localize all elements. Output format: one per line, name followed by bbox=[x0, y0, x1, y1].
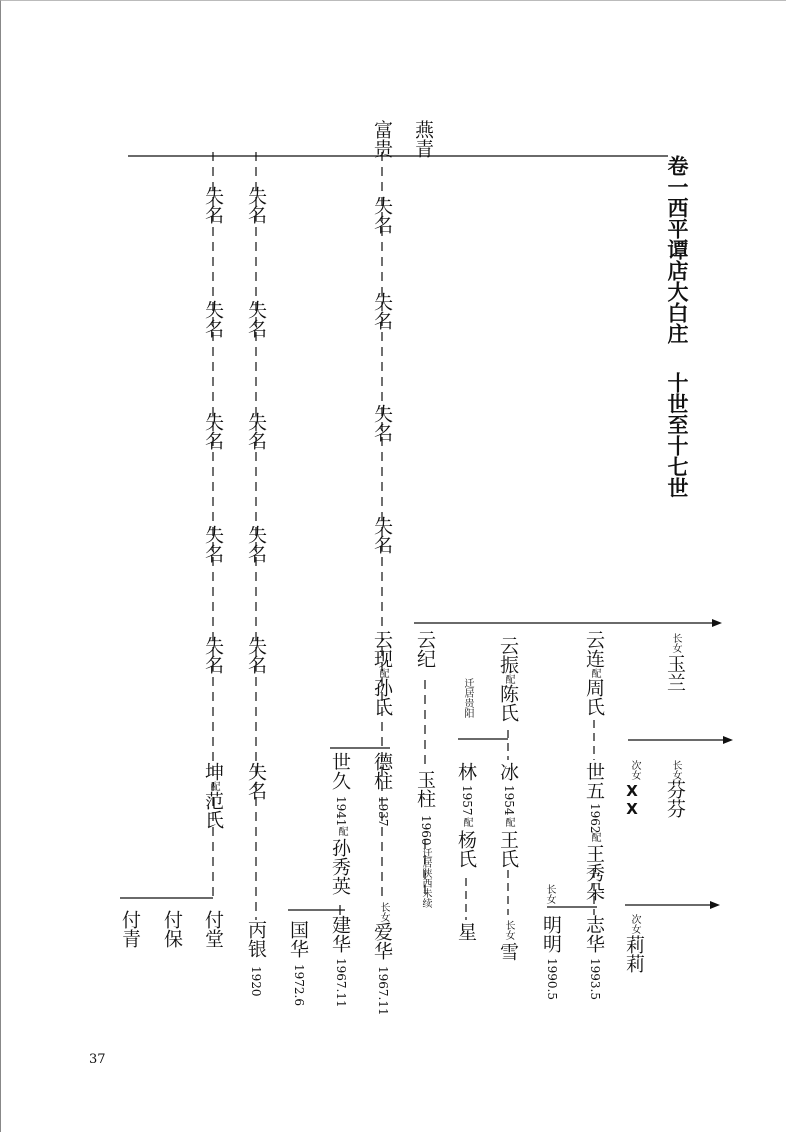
date-jian-hua: 1967.11 bbox=[334, 958, 348, 1008]
name-zhi-hua: 志华 bbox=[583, 915, 605, 953]
label-pei: 配 bbox=[589, 832, 600, 842]
name-yun-zhen: 云振配陈氏 bbox=[497, 636, 519, 722]
date-ming-ming: 1990.5 bbox=[545, 958, 559, 1000]
date-yu-zhu: 1960 bbox=[419, 815, 433, 846]
name-xx: XX bbox=[623, 782, 641, 818]
name-yan-qing: 燕青 bbox=[412, 120, 434, 158]
arrow-head-1 bbox=[712, 619, 722, 627]
label-eldest-daughter: 长女 bbox=[670, 633, 681, 653]
name-guo-hua: 国华 bbox=[287, 920, 309, 958]
unknown-name: 失名 bbox=[371, 196, 393, 234]
note-moved-shaanxi: 迁居陕西未续 bbox=[420, 848, 431, 908]
unknown-name: 失名 bbox=[371, 292, 393, 330]
label-eldest-daughter: 长女 bbox=[544, 884, 555, 904]
name-xing: 星 bbox=[455, 922, 477, 941]
date-de-zhu: 1937 bbox=[376, 796, 390, 827]
label-eldest-daughter: 长女 bbox=[670, 760, 681, 780]
unknown-name: 失名 bbox=[202, 300, 224, 338]
note-moved-guiyang: 迁居贵阳 bbox=[462, 678, 473, 718]
volume-title: 卷一西平谭店大白庄 bbox=[665, 155, 689, 344]
name-fu-bao: 付保 bbox=[161, 910, 183, 948]
unknown-name: 失名 bbox=[245, 636, 267, 674]
name-ai-hua: 爱华 bbox=[371, 922, 393, 960]
date-bing-yin: 1920 bbox=[249, 966, 263, 997]
name-de-zhu: 德柱 bbox=[371, 752, 393, 790]
name-bing: 冰 bbox=[497, 762, 519, 781]
label-pei: 配 bbox=[461, 817, 472, 827]
label-eldest-daughter: 长女 bbox=[378, 902, 389, 922]
unknown-name: 失名 bbox=[202, 412, 224, 450]
generation-range-title: 十世至十七世 bbox=[665, 372, 689, 498]
unknown-name: 失名 bbox=[371, 404, 393, 442]
date-bing: 1954 bbox=[502, 785, 516, 816]
unknown-name: 失名 bbox=[245, 186, 267, 224]
name-sun-xiu-ying: 孙秀英 bbox=[329, 838, 351, 895]
date-guo-hua: 1972.6 bbox=[292, 964, 306, 1006]
name-fu-qing: 付青 bbox=[119, 910, 141, 948]
unknown-name: 失名 bbox=[245, 525, 267, 563]
unknown-name: 失名 bbox=[245, 300, 267, 338]
name-yu-zhu: 玉柱 bbox=[414, 770, 436, 808]
name-wang-xiu-duo: 王秀朵 bbox=[583, 844, 605, 901]
unknown-name: 失名 bbox=[245, 412, 267, 450]
name-yun-lian: 云连配周氏 bbox=[583, 630, 605, 716]
date-zhi-hua: 1993.5 bbox=[588, 958, 602, 1000]
name-ming-ming: 明明 bbox=[540, 915, 562, 953]
arrow-head-3 bbox=[710, 901, 720, 909]
name-yu-lan: 玉兰 bbox=[664, 654, 686, 692]
date-ai-hua: 1967.11 bbox=[376, 966, 390, 1016]
page-number: 37 bbox=[89, 1052, 106, 1067]
unknown-name: 失名 bbox=[202, 636, 224, 674]
date-lin: 1957 bbox=[460, 785, 474, 816]
name-bing-yin: 丙银 bbox=[245, 920, 267, 958]
date-shi-jiu: 1941 bbox=[334, 796, 348, 827]
name-li-li: 莉莉 bbox=[623, 935, 645, 973]
name-yun-xian: 云现配孙氏 bbox=[371, 630, 393, 716]
arrow-head-2 bbox=[723, 736, 733, 744]
name-kun: 坤配范氏 bbox=[202, 762, 224, 829]
unknown-name: 失名 bbox=[202, 186, 224, 224]
name-shi-wu: 世五 bbox=[583, 762, 605, 800]
name-yang-shi: 杨氏 bbox=[455, 830, 477, 868]
name-wang-shi: 王氏 bbox=[497, 830, 519, 868]
name-fu-gui: 富贵 bbox=[371, 120, 393, 158]
unknown-name: 失名 bbox=[371, 516, 393, 554]
name-fen-fen: 芬芬 bbox=[664, 780, 686, 818]
label-second-daughter: 次女 bbox=[629, 760, 640, 780]
name-xue: 雪 bbox=[497, 942, 519, 961]
unknown-name: 失名 bbox=[202, 525, 224, 563]
name-lin: 林 bbox=[455, 762, 477, 781]
name-yun-ji: 云纪 bbox=[414, 630, 436, 668]
unknown-name: 失名 bbox=[245, 762, 267, 800]
date-shi-wu: 1962 bbox=[588, 803, 602, 834]
name-shi-jiu: 世久 bbox=[329, 752, 351, 790]
label-pei: 配 bbox=[503, 817, 514, 827]
label-second-daughter: 次女 bbox=[629, 914, 640, 934]
name-fu-tang: 付堂 bbox=[202, 910, 224, 948]
label-pei: 配 bbox=[336, 826, 347, 836]
label-eldest-daughter: 长女 bbox=[503, 920, 514, 940]
name-jian-hua: 建华 bbox=[329, 915, 351, 953]
